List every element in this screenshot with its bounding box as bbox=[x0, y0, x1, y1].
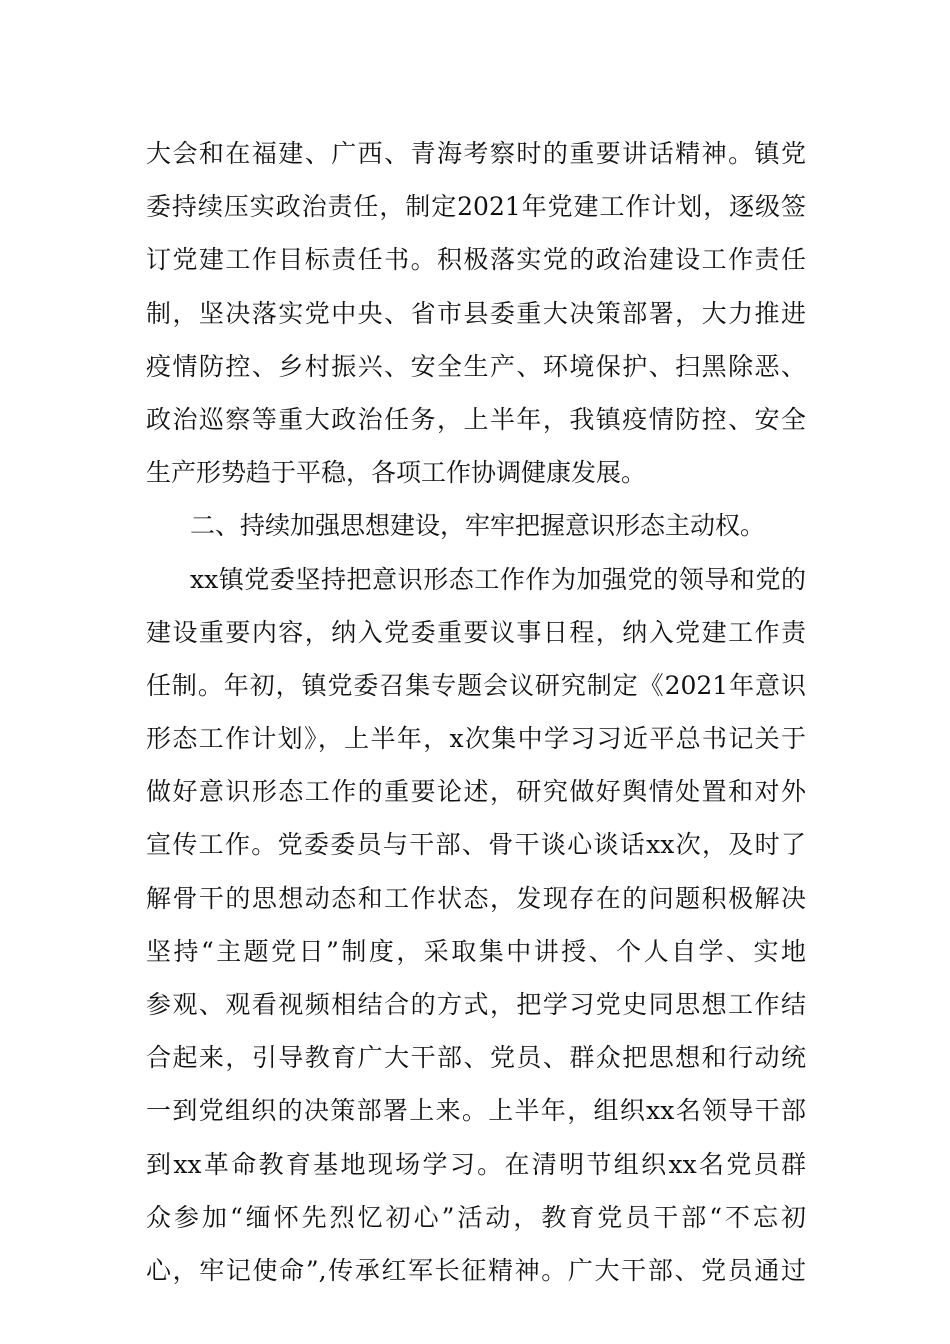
text-line: 制，坚决落实党中央、省市县委重大决策部署，大力推进 bbox=[146, 298, 806, 328]
text-line: 参观、观看视频相结合的方式，把学习党史同思想工作结 bbox=[146, 990, 806, 1019]
text-line: 政治巡察等重大政治任务，上半年，我镇疫情防控、安全 bbox=[146, 404, 806, 434]
text-line: 大会和在福建、广西、青海考察时的重要讲话精神。镇党 bbox=[146, 139, 806, 168]
body-text bbox=[146, 127, 806, 1297]
text-line: xx镇党委坚持把意识形态工作作为加强党的领导和党的 bbox=[190, 564, 806, 594]
text-line: 解骨干的思想动态和工作状态，发现存在的问题积极解决 bbox=[146, 883, 806, 913]
text-line: 形态工作计划》，上半年，x次集中学习习近平总书记关于 bbox=[146, 724, 806, 754]
text-line: 宣传工作。党委委员与干部、骨干谈心谈话xx次，及时了 bbox=[146, 830, 806, 860]
text-line: 坚持“主题党日”制度，采取集中讲授、个人自学、实地 bbox=[146, 936, 806, 966]
text-line: 做好意识形态工作的重要论述，研究做好舆情处置和对外 bbox=[146, 777, 806, 807]
text-line: 心，牢记使命”,传承红军长征精神。广大干部、党员通过 bbox=[146, 1255, 806, 1285]
text-line: 一到党组织的决策部署上来。上半年，组织xx名领导干部 bbox=[146, 1096, 806, 1126]
text-line: 订党建工作目标责任书。积极落实党的政治建设工作责任 bbox=[146, 245, 806, 275]
text-line: 众参加“缅怀先烈忆初心”活动，教育党员干部“不忘初 bbox=[146, 1202, 806, 1232]
text-line: 合起来，引导教育广大干部、党员、群众把思想和行动统 bbox=[146, 1043, 806, 1073]
text-line: 生产形势趋于平稳，各项工作协调健康发展。 bbox=[146, 458, 647, 488]
text-line: 委持续压实政治责任，制定2021年党建工作计划，逐级签 bbox=[146, 192, 806, 222]
text-line: 到xx革命教育基地现场学习。在清明节组织xx名党员群 bbox=[146, 1149, 806, 1179]
text-line: 疫情防控、乡村振兴、安全生产、环境保护、扫黑除恶、 bbox=[146, 351, 806, 381]
section-heading: 二、持续加强思想建设，牢牢把握意识形态主动权。 bbox=[190, 511, 766, 541]
text-line: 任制。年初，镇党委召集专题会议研究制定《2021年意识 bbox=[146, 670, 806, 700]
text-line: 建设重要内容，纳入党委重要议事日程，纳入党建工作责 bbox=[146, 617, 806, 647]
